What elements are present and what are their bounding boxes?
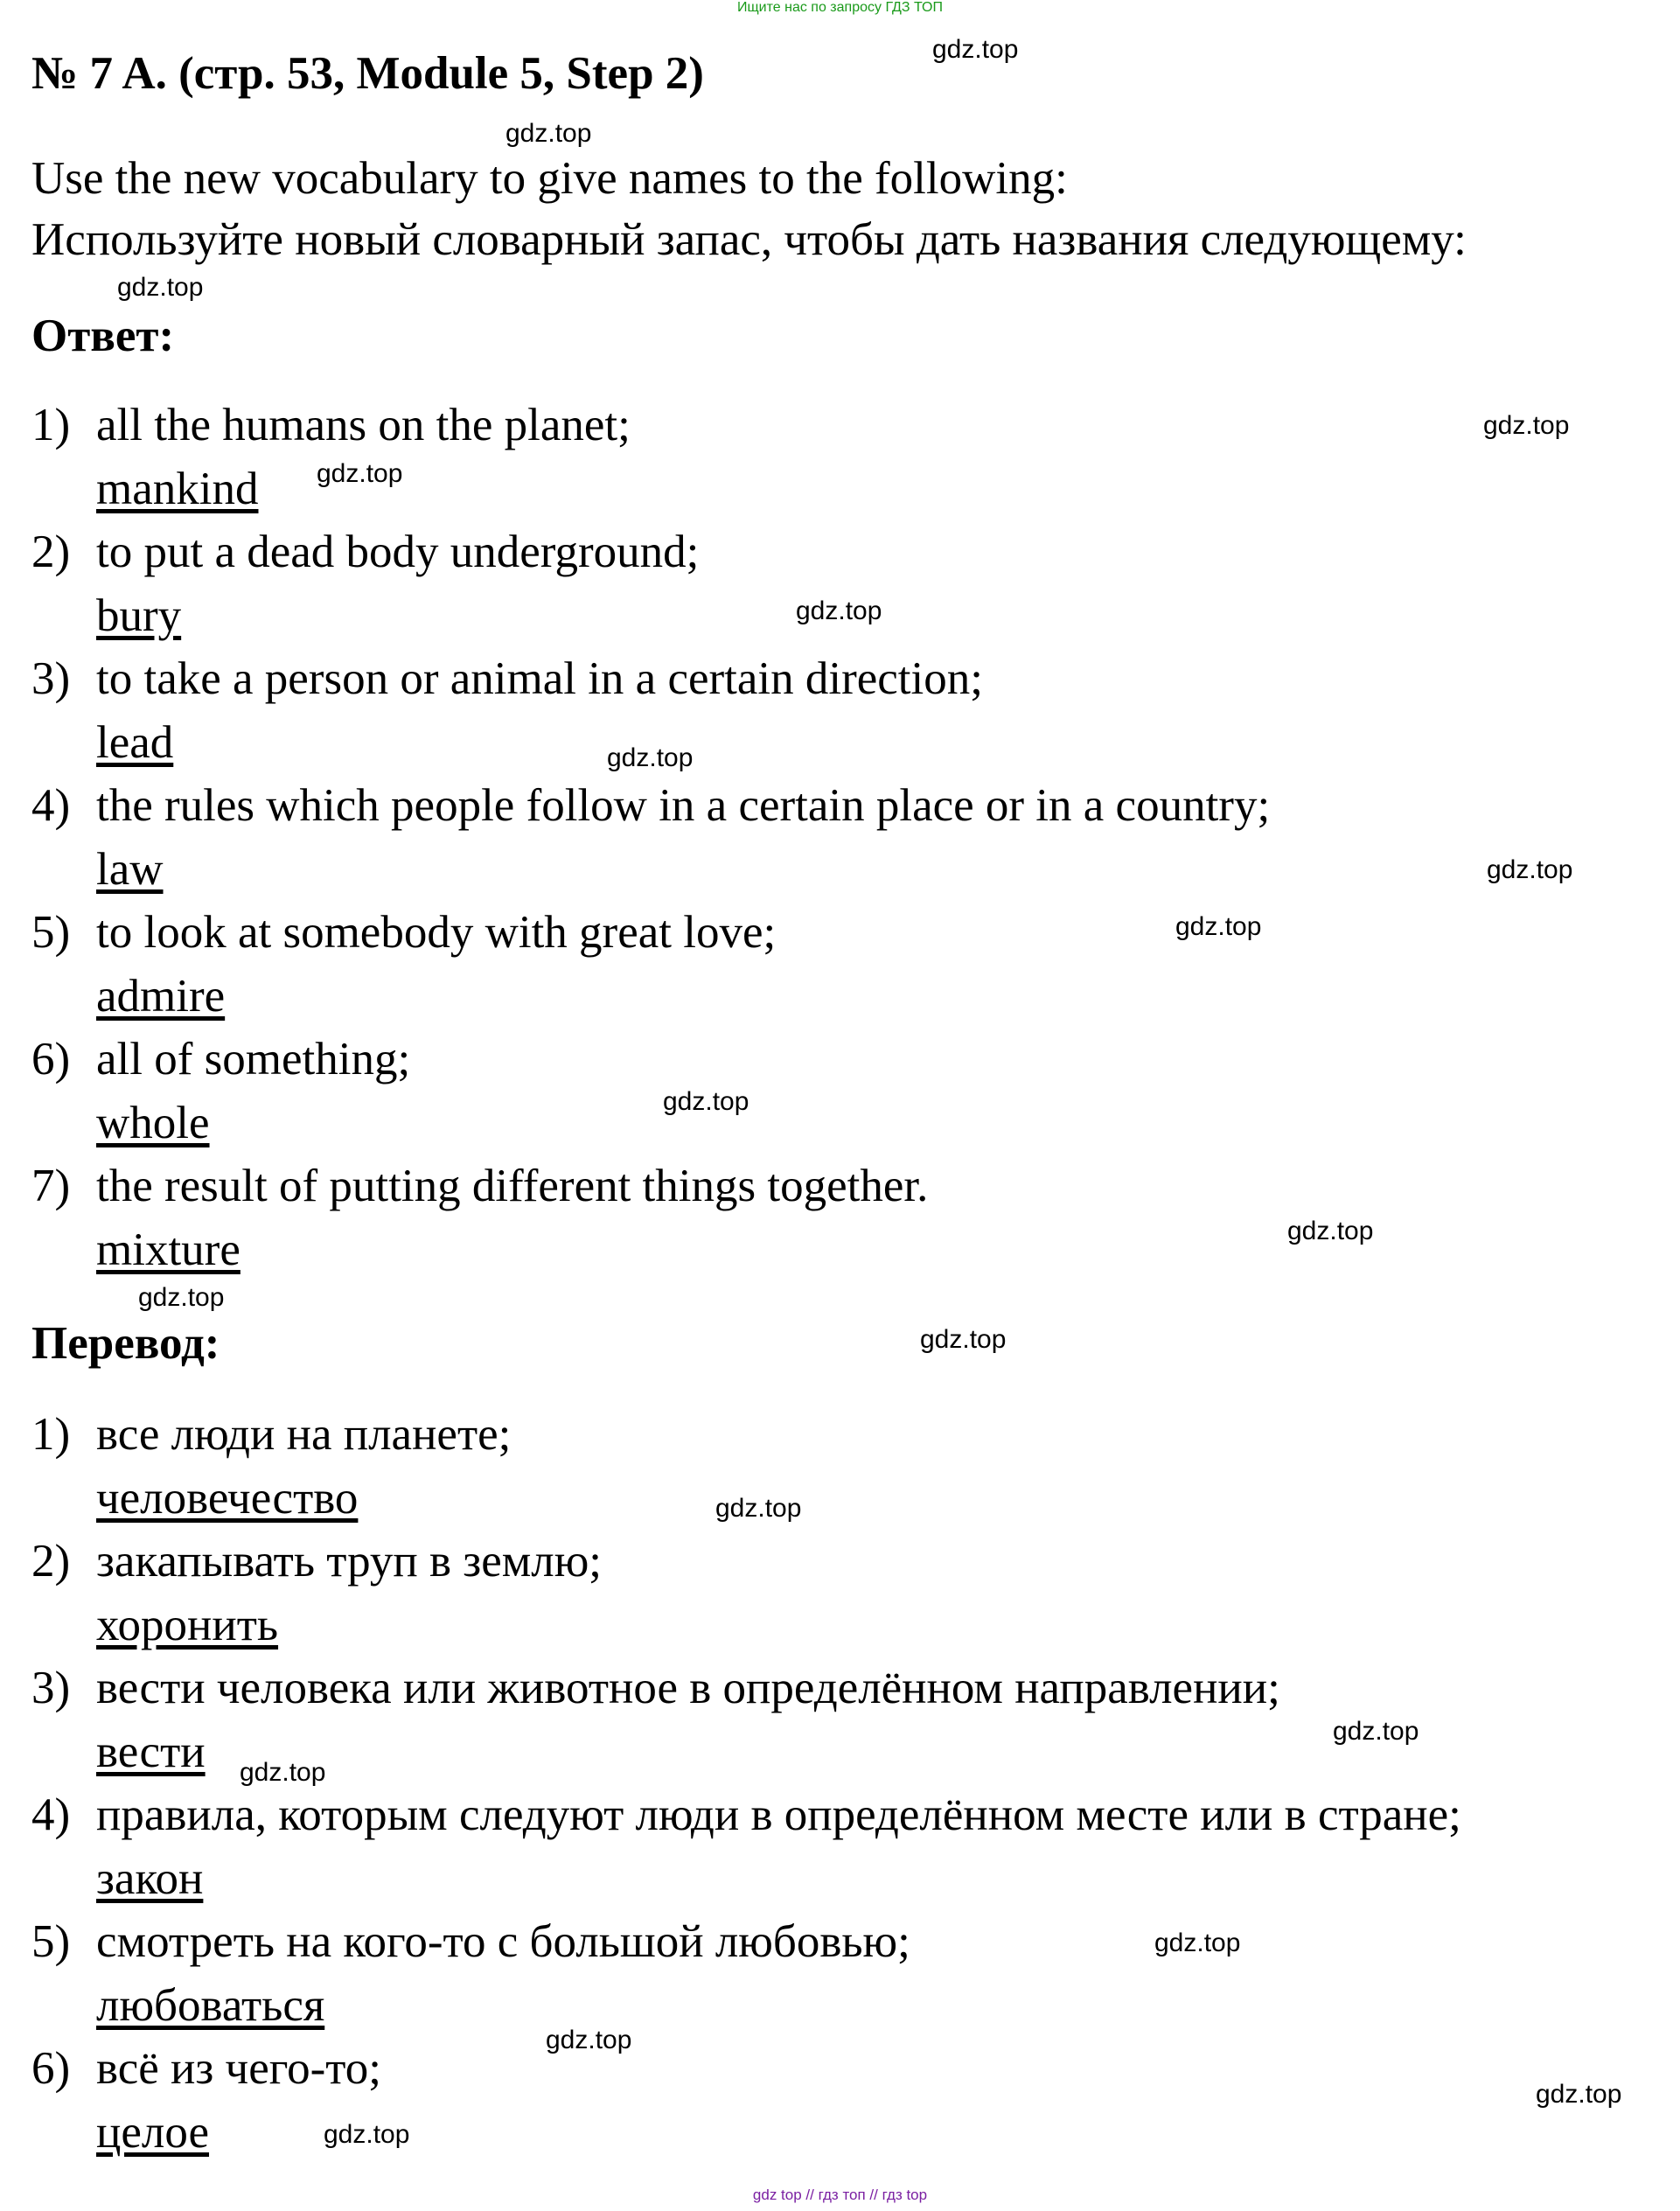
definition-text: все люди на планете; [96, 1409, 512, 1460]
item-number: 1) [31, 400, 71, 450]
answer-word: хоронить [96, 1600, 279, 1650]
answer-word: admire [96, 971, 226, 1022]
item-number: 3) [31, 653, 71, 704]
item-number: 4) [31, 780, 71, 831]
page-title: № 7 A. (стр. 53, Module 5, Step 2) [31, 48, 704, 99]
watermark: gdz.top [505, 119, 592, 148]
definition-text: закапывать труп в землю; [96, 1536, 603, 1587]
watermark: gdz.top [240, 1758, 326, 1787]
watermark: gdz.top [1287, 1217, 1374, 1245]
watermark: gdz.top [117, 273, 204, 302]
watermark: gdz.top [1333, 1717, 1419, 1746]
item-number: 4) [31, 1789, 71, 1840]
answer-word: любоваться [96, 1980, 325, 2031]
definition-text: to take a person or animal in a certain direction; [96, 653, 983, 704]
footer: gdz top // гдз топ // гдз top [752, 2187, 928, 2203]
definition-text: all the humans on the planet; [96, 400, 631, 450]
watermark: gdz.top [138, 1283, 225, 1312]
watermark: gdz.top [1536, 2080, 1622, 2109]
definition-text: смотреть на кого-то с большой любовью; [96, 1916, 910, 1967]
definition-text: the result of putting different things together. [96, 1161, 929, 1211]
watermark: gdz.top [1487, 855, 1573, 884]
watermark: gdz.top [932, 35, 1019, 64]
item-number: 6) [31, 2043, 71, 2094]
answer-word: law [96, 844, 164, 895]
item-number: 6) [31, 1034, 71, 1085]
definition-text: all of something; [96, 1034, 411, 1085]
answer-title: Ответ: [31, 310, 175, 361]
definition-text: to put a dead body underground; [96, 527, 700, 577]
answer-word: whole [96, 1098, 210, 1148]
answer-word: bury [96, 590, 182, 641]
definition-text: всё из чего-то; [96, 2043, 381, 2094]
answer-word: целое [96, 2107, 210, 2158]
item-number: 2) [31, 1536, 71, 1587]
watermark: gdz.top [1175, 912, 1262, 941]
answer-word: lead [96, 717, 174, 768]
definition-text: to look at somebody with great love; [96, 907, 777, 958]
definition-text: правила, которым следуют люди в определённом месте или в стране; [96, 1789, 1461, 1840]
watermark: gdz.top [715, 1494, 802, 1523]
answer-word: mankind [96, 464, 259, 514]
definition-text: the rules which people follow in a certain place or in a country; [96, 780, 1271, 831]
item-number: 7) [31, 1161, 71, 1211]
watermark: gdz.top [546, 2026, 632, 2054]
answer-word: вести [96, 1726, 206, 1777]
translation-title: Перевод: [31, 1318, 220, 1369]
item-number: 2) [31, 527, 71, 577]
instruction-english: Use the new vocabulary to give names to the following: [31, 153, 1068, 204]
item-number: 3) [31, 1663, 71, 1713]
watermark: gdz.top [920, 1325, 1007, 1354]
definition-text: вести человека или животное в определённом направлении; [96, 1663, 1280, 1713]
watermark: gdz.top [317, 459, 403, 488]
watermark: gdz.top [663, 1087, 749, 1116]
watermark: gdz.top [1154, 1929, 1241, 1957]
answer-word: человечество [96, 1473, 359, 1524]
item-number: 1) [31, 1409, 71, 1460]
watermark: gdz.top [796, 596, 882, 625]
item-number: 5) [31, 1916, 71, 1967]
answer-word: mixture [96, 1224, 240, 1275]
item-number: 5) [31, 907, 71, 958]
watermark: gdz.top [324, 2120, 410, 2149]
answer-word: закон [96, 1853, 204, 1904]
watermark: gdz.top [607, 743, 694, 772]
instruction-russian: Используйте новый словарный запас, чтобы дать названия следующему: [31, 214, 1467, 265]
top-banner: Ищите нас по запросу ГДЗ ТОП [737, 0, 943, 15]
watermark: gdz.top [1483, 411, 1570, 440]
